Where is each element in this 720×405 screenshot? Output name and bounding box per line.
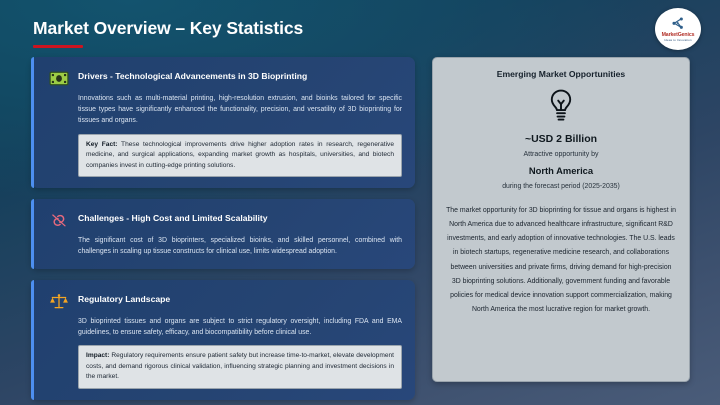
card-accent-bar: [31, 280, 34, 400]
opportunity-description: The market opportunity for 3D bioprinting for tissue and organs is highest in North America due to advanced healthcare infrastructure, significant R&D investments, and early adoption of innovative technologies. The U.S. leads in biotech startups, regenerative medicine research, and collaborations between universities and private firms, driving demand for high-precision 3D bioprinting solutions. Additionally, government funding and favorable policies for medical device innovation support commercialization, making North America the most lucrative region for market growth.: [446, 207, 676, 314]
money-banknote-icon: [49, 69, 69, 88]
card-header: [49, 291, 402, 311]
market-value: ~USD 2 Billion: [524, 133, 598, 145]
emerging-opportunities-panel: [432, 57, 690, 382]
balance-scale-icon: [49, 292, 69, 311]
logo-brand-name: MarketGenics: [661, 31, 695, 38]
lightbulb-icon: [547, 88, 575, 122]
logo-tagline: Ideas to Innovation: [664, 38, 692, 43]
network-node-icon: [670, 16, 686, 31]
card-body-text: The significant cost of 3D bioprinters, specialized bioinks, and skilled personnel, combined with challenges in scaling up tissue constructs for clinical use, limits widespread adoption.: [78, 237, 402, 256]
card-body-text: 3D bioprinted tissues and organs are subject to strict regulatory oversight, including FDA and EMA guidelines, to ensure safety, efficacy, and biocompatibility before clinical use.: [78, 317, 402, 336]
broken-chain-link-icon: [49, 211, 69, 230]
forecast-period: during the forecast period (2025-2035): [502, 183, 620, 190]
panel-title: Emerging Market Opportunities: [496, 69, 626, 79]
callout-label: Impact:: [86, 351, 110, 359]
opportunity-subtitle: Attractive opportunity by: [523, 151, 599, 158]
card-keyfact-callout: [78, 134, 402, 178]
card-header: [49, 68, 402, 88]
callout-label: Key Fact:: [86, 140, 118, 148]
title-underline-rule: [33, 45, 83, 48]
opportunity-region: North America: [528, 165, 594, 176]
card-title: Drivers - Technological Advancements in 3D Bioprinting: [78, 71, 308, 81]
card-accent-bar: [31, 199, 34, 268]
card-title: Challenges - High Cost and Limited Scalability: [78, 213, 268, 224]
insight-card-list: [31, 57, 415, 400]
brand-logo[interactable]: [655, 8, 701, 50]
insight-card-regulatory[interactable]: [31, 280, 415, 400]
card-accent-bar: [31, 57, 34, 188]
insight-card-drivers[interactable]: [31, 57, 415, 188]
card-body-text: Innovations such as multi-material printing, high-resolution extrusion, and bioinks tailored for specific tissue types have significantly enhanced the functionality, precision, and versatility of 3D bioprinting for tissues and organs.: [78, 95, 402, 125]
card-impact-callout: [78, 345, 402, 389]
page-title: Market Overview – Key Statistics: [33, 18, 304, 38]
callout-text: Regulatory requirements ensure patient safety but increase time-to-market, elevate development costs, and demand rigorous clinical validation, influencing strategic planning and investment decisions in the market.: [86, 351, 394, 381]
card-header: [49, 210, 402, 230]
page-header: [33, 18, 303, 48]
card-title: Regulatory Landscape: [78, 293, 171, 304]
callout-text: These technological improvements drive higher adoption rates in research, regenerative medicine, and surgical applications, expanding market growth as hospitals, universities, and biotech companies invest in cutting-edge printing solutions.: [86, 140, 395, 169]
insight-card-challenges[interactable]: [31, 199, 415, 268]
